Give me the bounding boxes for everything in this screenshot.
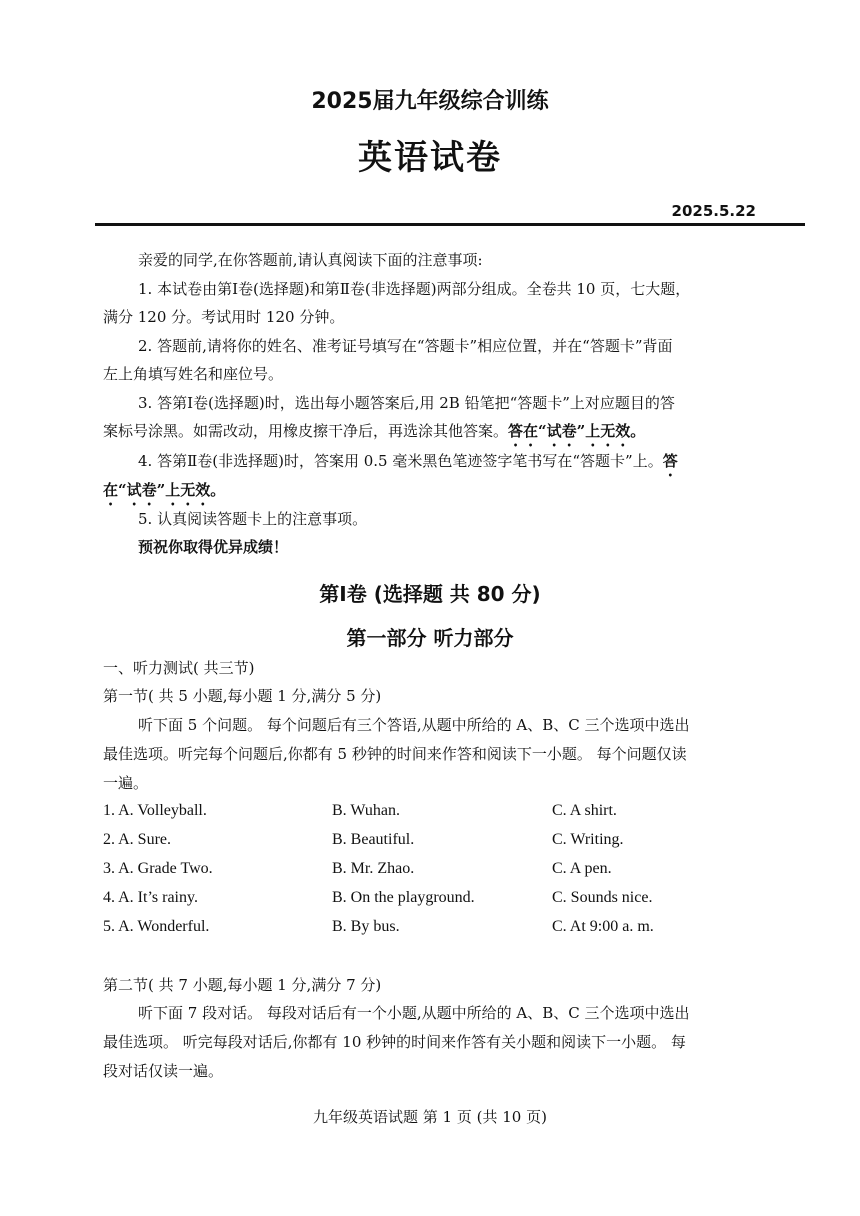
section-1-heading: 第一节( 共 5 小题,每小题 1 分,满分 5 分) — [103, 687, 382, 705]
notice-item-3-line-2 — [103, 421, 645, 450]
question-2-option-c: C. Writing. — [552, 831, 624, 848]
question-3-option-c: C. A pen. — [552, 860, 612, 877]
notice-greeting: 亲爱的同学,在你答题前,请认真阅读下面的注意事项: — [138, 251, 483, 269]
notice-item-3-plain: 案标号涂黑。如需改动，用橡皮擦干净后，再选涂其他答案。 — [103, 422, 509, 440]
question-5-option-a: 5. A. Wonderful. — [103, 918, 210, 935]
notice-item-2-line-2: 左上角填写姓名和座位号。 — [103, 365, 284, 383]
page-footer: 九年级英语试题 第 1 页 (共 10 页) — [313, 1108, 547, 1126]
question-5-option-b: B. By bus. — [332, 918, 400, 935]
question-1-option-c: C. A shirt. — [552, 802, 617, 819]
notice-item-4-emphasis-start: 答 — [662, 452, 678, 470]
volume-1-title: 第Ⅰ卷 (选择题 共 80 分) — [319, 582, 541, 606]
header-divider — [95, 223, 805, 226]
exam-subject-title: 英语试卷 — [358, 138, 502, 178]
section-1-instructions-line-3: 一遍。 — [103, 774, 149, 792]
question-2-option-a: 2. A. Sure. — [103, 831, 171, 848]
notice-item-4-line-2: 在“试卷”上无效。 — [103, 481, 226, 499]
exam-series-title: 2025届九年级综合训练 — [311, 89, 549, 114]
section-2-instructions-line-3: 段对话仅读一遍。 — [103, 1062, 224, 1080]
notice-item-2-line-1: 2. 答题前,请将你的姓名、准考证号填写在“答题卡”相应位置，并在“答题卡”背面 — [138, 337, 673, 355]
notice-wish: 预祝你取得优异成绩！ — [138, 538, 289, 556]
section-2-instructions-line-2: 最佳选项。 听完每段对话后,你都有 10 秒钟的时间来作答有关小题和阅读下一小题。 每 — [103, 1033, 686, 1051]
exam-date: 2025.5.22 — [671, 202, 756, 220]
question-1-option-a: 1. A. Volleyball. — [103, 802, 207, 819]
question-4-option-b: B. On the playground. — [332, 889, 475, 906]
section-2-heading: 第二节( 共 7 小题,每小题 1 分,满分 7 分) — [103, 976, 382, 994]
question-4-option-a: 4. A. It’s rainy. — [103, 889, 198, 906]
notice-item-4-plain: 4. 答第Ⅱ卷(非选择题)时，答案用 0.5 毫米黑色笔迹签字笔书写在“答题卡”上。 — [138, 452, 663, 470]
notice-item-3-line-1: 3. 答第Ⅰ卷(选择题)时，选出每小题答案后,用 2B 铅笔把“答题卡”上对应题目的答 — [138, 394, 675, 412]
question-1-option-b: B. Wuhan. — [332, 802, 400, 819]
notice-item-5: 5. 认真阅读答题卡上的注意事项。 — [138, 510, 368, 528]
listening-heading: 一、听力测试( 共三节) — [103, 659, 255, 677]
question-3-option-a: 3. A. Grade Two. — [103, 860, 213, 877]
part-1-title: 第一部分 听力部分 — [346, 626, 514, 650]
section-1-instructions-line-2: 最佳选项。听完每个问题后,你都有 5 秒钟的时间来作答和阅读下一小题。 每个问题仅读 — [103, 745, 687, 763]
section-1-instructions-line-1: 听下面 5 个问题。 每个问题后有三个答语,从题中所给的 A、B、C 三个选项中选出 — [138, 716, 690, 734]
question-5-option-c: C. At 9:00 a. m. — [552, 918, 654, 935]
section-2-instructions-line-1: 听下面 7 段对话。 每段对话后有一个小题,从题中所给的 A、B、C 三个选项中选出 — [138, 1004, 690, 1022]
notice-item-1-line-2: 满分 120 分。考试用时 120 分钟。 — [103, 308, 345, 326]
question-4-option-c: C. Sounds nice. — [552, 889, 653, 906]
notice-item-4-line-1 — [138, 451, 678, 480]
notice-item-1-line-1: 1. 本试卷由第Ⅰ卷(选择题)和第Ⅱ卷(非选择题)两部分组成。全卷共 10 页，七大题， — [138, 280, 691, 298]
question-3-option-b: B. Mr. Zhao. — [332, 860, 415, 877]
question-2-option-b: B. Beautiful. — [332, 831, 415, 848]
notice-item-3-emphasis: 答在“试卷”上无效。 — [508, 422, 646, 440]
